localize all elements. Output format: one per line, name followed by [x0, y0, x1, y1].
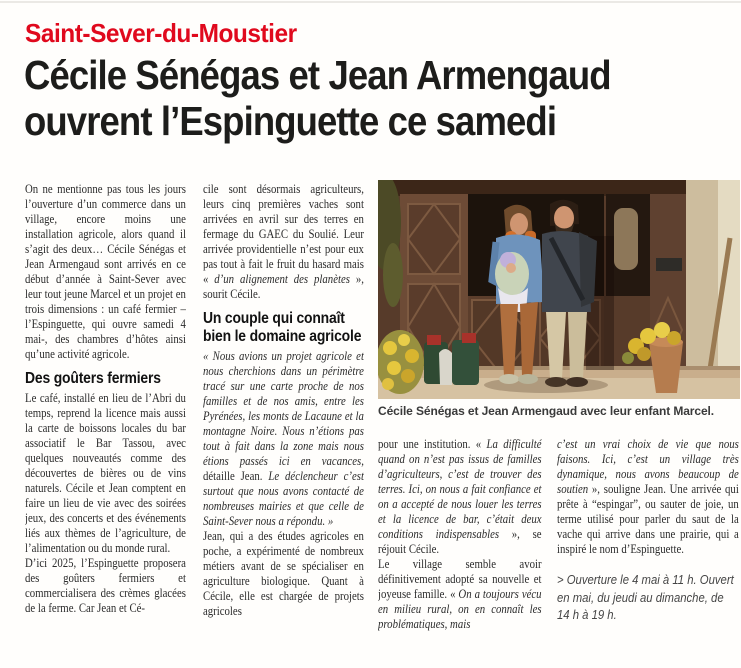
yellow-flowers-left: [378, 330, 424, 394]
article-paragraph: c’est un vrai choix de vie que nous faisons. Ici, c’est un village très dynamique, nous avons beaucoup de soutien », souligne Jean. Une arrivée qui prête à “espingar”, ou sauter de joie, un terme utilisé pour parler du saut de la vache qui arrive dans une prairie, qui a inspiré le nom d’Espinguette.: [557, 437, 739, 556]
section-subhead: Des goûters fermiers: [25, 370, 161, 387]
article-column-2: [203, 182, 364, 668]
article-column-3: [378, 437, 542, 668]
article-paragraph: D’ici 2025, l’Espinguette proposera des goûters fermiers et commercialisera des crèmes glacées de la ferme. Car Jean et Cé-: [25, 555, 186, 615]
door-latch: [656, 258, 682, 271]
next-article-headline-cropped: [72, 660, 402, 668]
section-subhead: Un couple qui connaît bien le domaine agricole: [203, 310, 362, 345]
practical-info-note: > Ouverture le 4 mai à 11 h. Ouvert en mai, du jeudi au dimanche, de 14 h à 19 h.: [557, 572, 734, 623]
top-divider: [0, 1, 741, 3]
article-column-1: [25, 182, 186, 668]
article-paragraph: pour une institution. « La difficulté quand on n’est pas issus de familles d’agriculteurs, c’est de trouver des terres. Ici, on nous a fait confiance et on a accepté de nous louer les terres et la licence de bar, c’était deux conditions indispensables », se réjouit Cécile.: [378, 437, 542, 556]
article-paragraph: Le café, installé en lieu de l’Abri du temps, reprend la licence mais aussi la carte de boissons locales du bar associatif le Bar Tassou, avec quelques nouveautés comme des découvertes de bières ou de vins naturels. Cécile et Jean comptent en faire un lieu de vie avec des soirées jeux, des concerts et des événements liés aux thèmes de l’agriculture, de l’alimentation ou du monde rural.: [25, 390, 186, 555]
photo-illustration: [378, 180, 740, 399]
article-column-4: [557, 437, 739, 668]
article-photo: [378, 180, 740, 399]
article-paragraph: Le village semble avoir définitivement adopté sa nouvelle et joyeuse famille. « On a toujours vécu en milieu rural, on en connaît les problématiques, mais: [378, 557, 542, 631]
article-paragraph: « Nous avions un projet agricole et nous cherchions dans un périmètre tracé sur une carte proche de nos familles et de nos amis, entre les Pyrénées, les monts de Lacaune et la montagne Noire. Nous n’étions pas tout à fait dans la zone mais nous étions passés ici en vacances, détaille Jean. Le déclencheur c’est surtout que nous avons contacté de nombreuses mairies et que celle de Saint-Sever nous a répondu. »: [203, 348, 364, 528]
article-paragraph: Jean, qui a des études agricoles en poche, a expérimenté de nombreux métiers avant de se spécialiser en agriculture biologique. Quant à Cécile, elle est chargée de projets agricoles: [203, 528, 364, 618]
photo-caption: Cécile Sénégas et Jean Armengaud avec leur enfant Marcel.: [378, 404, 714, 418]
article-kicker: Saint-Sever-du-Moustier: [25, 18, 297, 48]
article-paragraph: cile sont désormais agriculteurs, leurs cinq premières vaches sont arrivées en avril sur des terres en fermage du GAEC du Soulié. Leur arrivée providentielle n’est pour eux pas tout à fait le fruit du hasard mais « d’un alignement des planètes », sourit Cécile.: [203, 182, 364, 301]
article-headline: Cécile Sénégas et Jean Armengaud ouvrent l’Espinguette ce samedi: [24, 52, 611, 145]
hanging-coat: [614, 208, 638, 270]
article-paragraph: On ne mentionne pas tous les jours l’ouverture d’un commerce dans un village, encore moins une installation agricole, alors quand il s’agit des deux… Cécile Sénégas et Jean Armengaud sont arrivés en ce début d’année à Saint-Sever avec leur tout jeune Marcel et un projet en trois dimensions : un café fermier – l’Espinguette, qui ouvre samedi 4 mai-, des chambres d’hôtes ainsi qu’une activité agricole.: [25, 182, 186, 361]
